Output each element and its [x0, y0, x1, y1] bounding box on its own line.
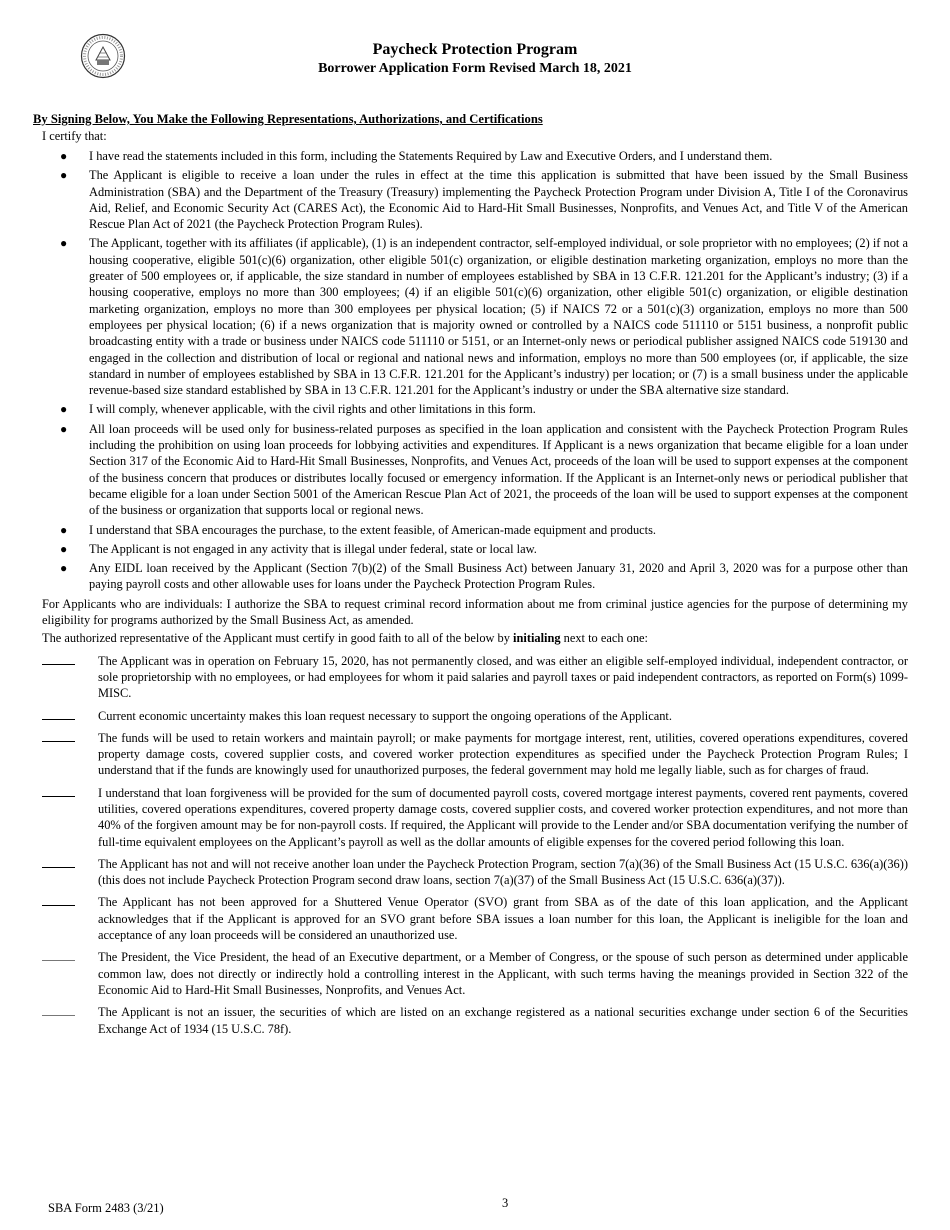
page-subtitle: Borrower Application Form Revised March 18, 2021 [318, 61, 632, 76]
initial-item-text: The Applicant has not been approved for a Shuttered Venue Operator (SVO) grant from SBA as of the date of this loan application, and the Applicant acknowledges that if the Applicant is approved for an SVO grant before SBA issues a loan number for this loan, the Applicant is ineligible for the loan and acceptance of any loan proceeds will be considered an unauthorized use. [98, 895, 908, 943]
page-number: 3 [502, 1196, 509, 1210]
bullet-text: I will comply, whenever applicable, with the civil rights and other limitations in this form. [89, 402, 536, 417]
bullet-text: The Applicant, together with its affiliates (if applicable), (1) is an independent contractor, self-employed individual, or sole proprietor with no employees; (2) if not a housing cooperative, eligible 501(c)(6) organization, other eligible 501(c) organization, or eligible destination marketing organization, employs no more than the greater of 500 employees or, if applicable, the size standard in number of employees established by SBA in 13 C.F.R. 121.201 for the Applicant’s industry; (3) if a housing cooperative, employs no more than 300 employees; (4) if an eligible 501(c)(6) organization, other eligible 501(c) organization, or eligible destination marketing organization, employs no more than 300 employees per physical location; (5) if NAICS 72 or a 501(c)(3) organization, employs no more than 500 employees per physical location; (6) if a news organization that is majority owned or controlled by a NAICS code 511110 or 5151 business, a nonprofit public broadcasting entity with a trade or business under NAICS code 511110 or 5151, or an Internet-only news or periodical publisher assigned NAICS code 519130 and engaged in the collection and distribution of local or regional and national news and information, employs no more than 500 employees (or, if applicable, the size standard in number of employees established by SBA in 13 C.F.R. 121.201 for the Applicant’s industry) per location; or (7) is a small business under the applicable revenue-based size standard established by SBA in 13 C.F.R. 121.201 for the Applicant’s industry or under the SBA alternative size standard. [89, 236, 908, 398]
certification-bullet [33, 148, 908, 164]
initial-blank-field[interactable] [42, 905, 75, 906]
initialing-instruction: The authorized representative of the Applicant must certify in good faith to all of the below by initialing next to each one: [42, 631, 648, 646]
initial-item [33, 730, 908, 779]
certify-intro: I certify that: [42, 129, 107, 143]
bullet-text: Any EIDL loan received by the Applicant (Section 7(b)(2) of the Small Business Act) between January 31, 2020 and April 3, 2020 was for a purpose other than paying payroll costs and other allowable uses for loans under the Paycheck Protection Program Rules. [89, 561, 908, 592]
initial-item [33, 856, 908, 889]
page-title: Paycheck Protection Program [372, 41, 578, 58]
bullet-text: The Applicant is not engaged in any activity that is illegal under federal, state or local law. [89, 541, 537, 556]
bullet-icon: ● [60, 402, 68, 417]
certification-bullet [33, 167, 908, 232]
form-header [250, 40, 700, 78]
bullet-icon: ● [60, 236, 68, 251]
initial-item-text: Current economic uncertainty makes this loan request necessary to support the ongoing operations of the Applicant. [98, 708, 672, 723]
bullet-text: I have read the statements included in this form, including the Statements Required by Law and Executive Orders, and I understand them. [89, 149, 773, 163]
initial-item-text: The Applicant is not an issuer, the securities of which are listed on an exchange registered as a national securities exchange under section 6 of the Securities Exchange Act of 1934 (15 U.S.C. 78f). [98, 1005, 908, 1036]
bullet-text: All loan proceeds will be used only for business-related purposes as specified in the loan application and consistent with the Paycheck Protection Program Rules including the prohibition on using loan proceeds for lobbying activities and expenditures. If Applicant is a news organization that became eligible for a loan under Section 317 of the Economic Aid to Hard-Hit Small Businesses, Nonprofits, and Venues Act, proceeds of the loan will be used to support expenses at the component of the business concern that produces or distributes locally focused or emergency information. If the Applicant is an Internet-only news or periodical publisher that became eligible for a loan under Section 5001 of the American Rescue Plan Act of 2021, the proceeds of the loan will be used to support expenses at the component of the business or organization that supports local or regional news. [89, 421, 908, 518]
certification-bullet [33, 522, 908, 538]
certification-bullet [33, 541, 908, 557]
bullet-icon: ● [60, 168, 68, 183]
initial-blank-field[interactable] [42, 664, 75, 665]
form-number: SBA Form 2483 (3/21) [48, 1201, 164, 1215]
certification-bullet [33, 401, 908, 417]
certification-bullet-list [33, 148, 908, 593]
bullet-icon: ● [60, 541, 68, 556]
initial-item-text: The President, the Vice President, the head of an Executive department, or a Member of Congress, or the spouse of such person as determined under applicable common law, does not directly or indirectly hold a controlling interest in the Applicant, with such terms having the meanings provided in Section 322 of the Economic Aid to Hard-Hit Small Businesses, Nonprofits, and Venues Act. [98, 950, 908, 997]
initial-item [33, 949, 908, 998]
initial-item [33, 785, 908, 850]
initial-item [33, 894, 908, 943]
initial-item-text: The Applicant has not and will not receive another loan under the Paycheck Protection Program, section 7(a)(36) of the Small Business Act (15 U.S.C. 636(a)(36)) (this does not include Paycheck Protection Program second draw loans, section 7(a)(37) of the Small Business Act (15 U.S.C. 636(a)(37)). [98, 856, 908, 888]
initial-item [33, 1004, 908, 1037]
bullet-text: The Applicant is eligible to receive a loan under the rules in effect at the time this application is submitted that have been issued by the Small Business Administration (SBA) and the Department of the Treasury (Treasury) implementing the Paycheck Protection Program under Division A, Title I of the Coronavirus Aid, Relief, and Economic Security Act (CARES Act), the Economic Aid to Hard-Hit Small Businesses, Nonprofits, and Venues Act, and Title V of the American Rescue Plan Act of 2021 (the Paycheck Protection Program Rules). [89, 168, 908, 232]
initial-blank-field[interactable] [42, 741, 75, 742]
initial-blank-field[interactable] [42, 867, 75, 868]
bullet-icon: ● [60, 149, 68, 163]
initial-blank-field[interactable] [42, 1015, 75, 1016]
initial-blank-field[interactable] [42, 796, 75, 797]
initial-item [33, 708, 908, 724]
certifications-section [33, 111, 908, 1043]
bullet-icon: ● [60, 522, 68, 537]
certification-bullet [33, 560, 908, 593]
bullet-icon: ● [60, 561, 68, 576]
initial-blank-field[interactable] [42, 719, 75, 720]
bullet-icon: ● [60, 421, 68, 436]
initial-item-text: The funds will be used to retain workers and maintain payroll; or make payments for mortgage interest, rent, utilities, covered operations expenditures, covered property damage costs, covered supplier costs, and covered worker protection expenditures as specified under the Paycheck Protection Program Rules; I understand that if the funds are knowingly used for unauthorized purposes, the federal government may hold me legally liable, such as for charges of fraud. [98, 730, 908, 778]
certification-bullet [33, 235, 908, 398]
initial-blank-field[interactable] [42, 960, 75, 961]
bullet-text: I understand that SBA encourages the purchase, to the extent feasible, of American-made equipment and products. [89, 522, 657, 537]
individuals-authorization-paragraph: For Applicants who are individuals: I authorize the SBA to request criminal record information about me from criminal justice agencies for the purpose of determining my eligibility for programs authorized by the Small Business Act, as amended. [42, 596, 908, 628]
certification-bullet [33, 421, 908, 519]
sba-seal-logo [80, 33, 126, 79]
initial-item-text: I understand that loan forgiveness will be provided for the sum of documented payroll costs, covered mortgage interest payments, covered rent payments, covered utilities, covered operations expenditures, covered property damage costs, covered supplier costs, and covered worker protection expenditures, and not more than 40% of the forgiven amount may be for non-payroll costs. If required, the Applicant will provide to the Lender and/or SBA documentation verifying the number of full-time equivalent employees on the Applicant’s payroll as well as the dollar amounts of eligible expenses for the covered period following this loan. [98, 785, 908, 849]
initial-certification-list [33, 653, 908, 1037]
initial-item [33, 653, 908, 702]
initial-item-text: The Applicant was in operation on February 15, 2020, has not permanently closed, and was either an eligible self-employed individual, independent contractor, or sole proprietorship with no employees, or had employees for whom it paid salaries and payroll taxes or paid independent contractors, as reported on Form(s) 1099-MISC. [98, 653, 908, 701]
section-heading: By Signing Below, You Make the Following Representations, Authorizations, and Certifications [33, 112, 543, 126]
